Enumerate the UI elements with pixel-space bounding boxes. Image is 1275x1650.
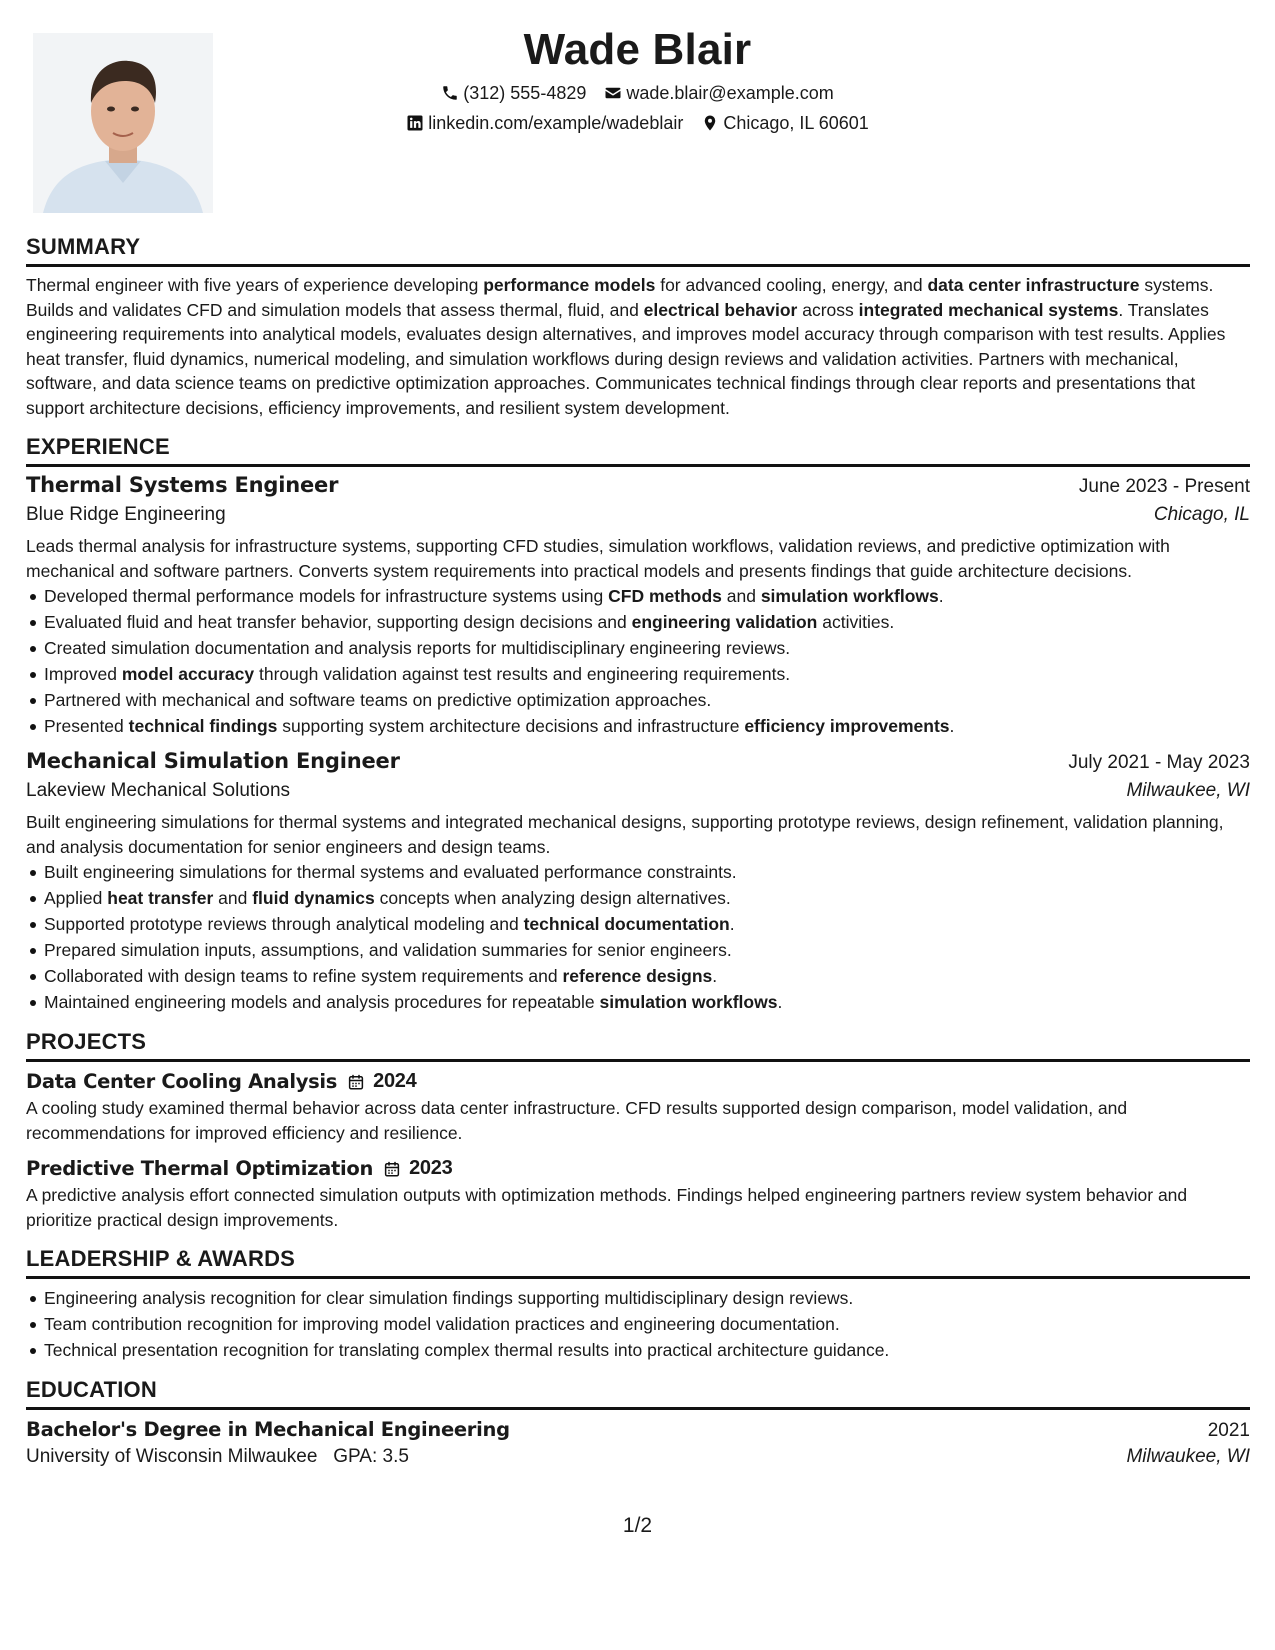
map-pin-icon <box>701 114 719 132</box>
graduation-year: 2021 <box>1207 1420 1250 1441</box>
projects-heading: PROJECTS <box>26 1029 1250 1062</box>
leadership-item: Team contribution recognition for improving model validation practices and engineering documentation. <box>44 1311 1250 1337</box>
job-company-row <box>26 504 1250 526</box>
bullet-text: and <box>721 586 761 606</box>
experience-heading: EXPERIENCE <box>26 434 1250 467</box>
job-bullet <box>44 989 1250 1015</box>
project-entry <box>26 1070 1250 1145</box>
bullet-text: Partnered with mechanical and software teams on predictive optimization approaches. <box>44 690 712 710</box>
job-company: Blue Ridge Engineering <box>26 504 226 525</box>
leadership-item: Technical presentation recognition for translating complex thermal results into practical architecture guidance. <box>44 1337 1250 1363</box>
bullet-keyword: technical findings <box>128 716 278 736</box>
job-bullet <box>44 687 1250 713</box>
project-header <box>26 1157 1250 1180</box>
job-bullet <box>44 661 1250 687</box>
calendar-icon <box>347 1073 365 1091</box>
leadership-section <box>26 1246 1250 1363</box>
linkedin-contact[interactable] <box>406 108 683 138</box>
bullet-text: . <box>777 992 783 1012</box>
bullet-keyword: simulation workflows <box>599 992 778 1012</box>
job-bullet <box>44 609 1250 635</box>
location-text: Chicago, IL 60601 <box>723 113 869 133</box>
bullet-keyword: efficiency improvements <box>744 716 950 736</box>
summary-text <box>26 273 1250 420</box>
job-company: Lakeview Mechanical Solutions <box>26 780 291 801</box>
project-date <box>383 1157 452 1180</box>
bullet-keyword: fluid dynamics <box>252 888 375 908</box>
bullet-text: through validation against test results and engineering requirements. <box>254 664 791 684</box>
bullet-text: . <box>938 586 944 606</box>
degree: Bachelor's Degree in Mechanical Engineering <box>26 1418 510 1441</box>
gpa: GPA: 3.5 <box>333 1446 409 1467</box>
email-contact[interactable] <box>604 78 833 108</box>
job-description: Built engineering simulations for thermal systems and integrated mechanical designs, supporting prototype reviews, design refinement, validation planning, and analysis documentation for senior engineers and design teams. <box>26 812 1224 857</box>
linkedin-icon <box>406 114 424 132</box>
project-year: 2023 <box>409 1157 453 1179</box>
job-title: Thermal Systems Engineer <box>26 473 339 497</box>
education-school-row <box>26 1446 1250 1468</box>
summary-text-part: Thermal engineer with five years of experience developing <box>26 275 484 295</box>
bullet-text: Created simulation documentation and analysis reports for multidisciplinary engineering reviews. <box>44 638 791 658</box>
bullet-text: . <box>949 716 955 736</box>
project-description: A predictive analysis effort connected simulation outputs with optimization methods. Findings helped engineering partners review system behavior and prioritize practical design improvements. <box>26 1185 1188 1230</box>
bullet-text: Built engineering simulations for thermal systems and evaluated performance constraints. <box>44 862 737 882</box>
project-header <box>26 1070 1250 1093</box>
summary-keyword: performance models <box>483 275 656 295</box>
job-bullet <box>44 911 1250 937</box>
job-header-row <box>26 473 1250 498</box>
education-header-row <box>26 1418 1250 1442</box>
bullet-text: Supported prototype reviews through analytical modeling and <box>44 914 524 934</box>
project-name: Predictive Thermal Optimization <box>26 1157 374 1180</box>
project-entry <box>26 1157 1250 1232</box>
leadership-heading: LEADERSHIP & AWARDS <box>26 1246 1250 1279</box>
bullet-keyword: reference designs <box>562 966 713 986</box>
bullet-text: Improved <box>44 664 122 684</box>
job-location: Chicago, IL <box>1153 504 1250 525</box>
bullet-keyword: heat transfer <box>107 888 214 908</box>
job-bullets <box>26 859 1250 1015</box>
job-bullet <box>44 583 1250 609</box>
project-name: Data Center Cooling Analysis <box>26 1070 338 1093</box>
summary-keyword: integrated mechanical systems <box>858 299 1119 320</box>
leadership-item: Engineering analysis recognition for clear simulation findings supporting multidisciplinary design reviews. <box>44 1285 1250 1311</box>
summary-text-part: systems. Builds and validates CFD and simulation models that assess thermal, fluid, and <box>26 275 1214 320</box>
bullet-keyword: CFD methods <box>608 586 722 606</box>
project-year: 2024 <box>373 1070 417 1092</box>
bullet-text: Prepared simulation inputs, assumptions, and validation summaries for senior engineers. <box>44 940 732 960</box>
job-dates: June 2023 - Present <box>1078 476 1250 497</box>
job-entry <box>26 749 1250 1015</box>
project-date <box>347 1070 416 1093</box>
summary-text-part: . Translates engineering requirements into analytical models, evaluates design alternatives, and improves model accuracy through comparison with test results. Applies heat transfer, fluid dynamics, numerical modeling, and simulation workflows during design reviews and validation activities. Partners with mechanical, software, and data science teams on predictive optimization approaches. Communicates technical findings through clear reports and presentations that support architecture decisions, efficiency improvements, and resilient system development. <box>26 299 1226 418</box>
projects-section <box>26 1029 1250 1232</box>
job-bullets <box>26 583 1250 739</box>
job-description: Leads thermal analysis for infrastructure systems, supporting CFD studies, simulation workflows, validation reviews, and predictive optimization with mechanical and software partners. Converts system requirements into practical models and presents findings that guide architecture decisions. <box>26 536 1170 581</box>
email-text: wade.blair@example.com <box>626 83 834 103</box>
bullet-text: Developed thermal performance models for infrastructure systems using <box>44 586 609 606</box>
candidate-name: Wade Blair <box>523 25 752 74</box>
resume-body <box>26 234 1250 1468</box>
experience-section <box>26 434 1250 1015</box>
summary-text-part: across <box>797 299 859 320</box>
job-bullet <box>44 963 1250 989</box>
bullet-keyword: simulation workflows <box>760 586 939 606</box>
bullet-text: activities. <box>817 612 895 632</box>
job-bullet <box>44 937 1250 963</box>
summary-text-part: for advanced cooling, energy, and <box>655 275 928 295</box>
bullet-text: supporting system architecture decisions and infrastructure <box>277 716 745 736</box>
education-section <box>26 1377 1250 1468</box>
bullet-keyword: model accuracy <box>121 664 255 684</box>
bullet-text: Applied <box>44 888 108 908</box>
job-bullet <box>44 859 1250 885</box>
school-name: University of Wisconsin Milwaukee <box>26 1446 318 1467</box>
leadership-list <box>26 1285 1250 1363</box>
bullet-keyword: technical documentation <box>523 914 730 934</box>
envelope-icon <box>604 84 622 102</box>
phone-text: (312) 555-4829 <box>463 83 587 103</box>
job-bullet <box>44 635 1250 661</box>
linkedin-text: linkedin.com/example/wadeblair <box>428 113 684 133</box>
bullet-text: and <box>213 888 253 908</box>
summary-keyword: data center infrastructure <box>927 275 1140 295</box>
resume-header <box>0 22 1275 138</box>
job-header-row <box>26 749 1250 774</box>
bullet-text: Presented <box>44 716 129 736</box>
bullet-text: . <box>712 966 718 986</box>
bullet-text: Maintained engineering models and analysis procedures for repeatable <box>44 992 600 1012</box>
project-description: A cooling study examined thermal behavior across data center infrastructure. CFD results supported design comparison, model validation, and recommendations for improved efficiency and resilience. <box>26 1098 1128 1143</box>
page-number: 1/2 <box>622 1514 653 1537</box>
job-entry <box>26 473 1250 739</box>
job-title: Mechanical Simulation Engineer <box>26 749 400 773</box>
job-location: Milwaukee, WI <box>1126 780 1250 801</box>
bullet-text: Collaborated with design teams to refine system requirements and <box>44 966 563 986</box>
summary-keyword: electrical behavior <box>643 299 798 320</box>
job-dates: July 2021 - May 2023 <box>1068 752 1250 773</box>
contact-line-2 <box>0 108 1275 138</box>
summary-heading: SUMMARY <box>26 234 1250 267</box>
school-info <box>26 1446 409 1468</box>
summary-section <box>26 234 1250 420</box>
bullet-text: . <box>729 914 735 934</box>
job-company-row <box>26 780 1250 802</box>
location-contact <box>701 108 868 138</box>
bullet-keyword: engineering validation <box>631 612 818 632</box>
contact-line-1 <box>0 78 1275 108</box>
phone-icon <box>441 84 459 102</box>
phone-contact[interactable] <box>441 78 586 108</box>
job-bullet <box>44 885 1250 911</box>
school-location: Milwaukee, WI <box>1126 1446 1250 1467</box>
bullet-text: concepts when analyzing design alternatives. <box>374 888 731 908</box>
calendar-icon <box>383 1160 401 1178</box>
job-bullet <box>44 713 1250 739</box>
education-heading: EDUCATION <box>26 1377 1250 1410</box>
bullet-text: Evaluated fluid and heat transfer behavior, supporting design decisions and <box>44 612 632 632</box>
